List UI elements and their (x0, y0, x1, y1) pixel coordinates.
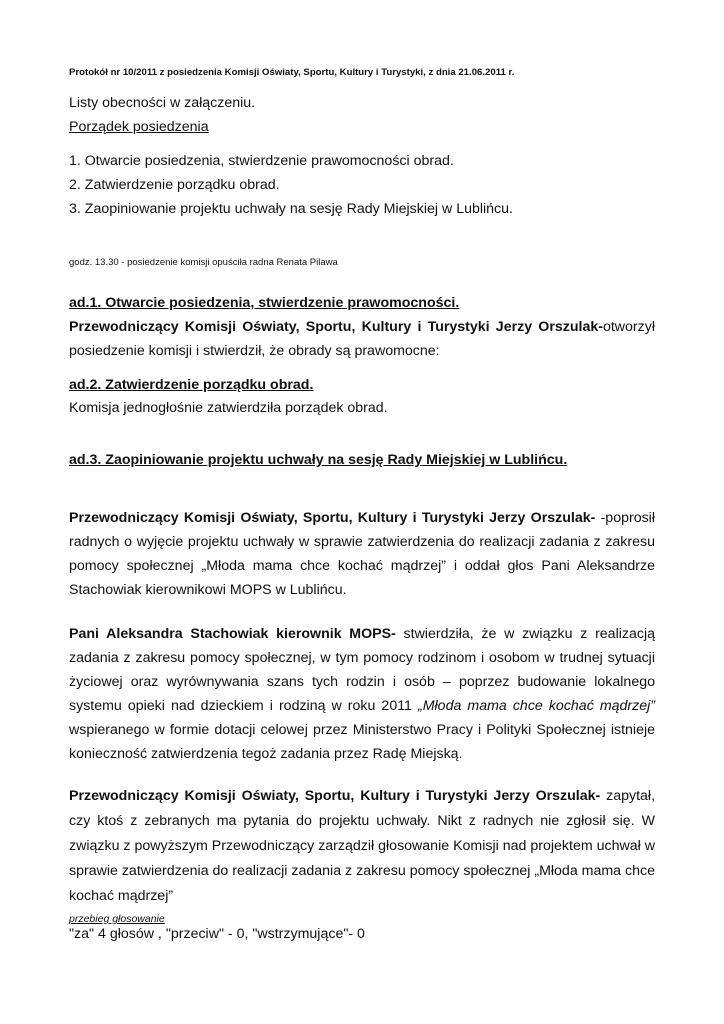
speaker: Przewodniczący Komisji Oświaty, Sportu, Kultury i Turystyki Jerzy Orszulak- (69, 510, 601, 526)
attendance-note: Listy obecności w załączeniu. (69, 95, 256, 111)
speaker: Pani Aleksandra Stachowiak kierownik MOPS- (69, 626, 396, 642)
paragraph-text: stwierdziła, że w związku z realizacją zadania z zakresu pomocy społecznej, w tym pomocy rodzinom i osobom w trudnej sytuacji życiowej oraz wyrównywania szans tych rodzin i osób – poprzez budowanie lokalnego systemu opieki nad dzieckiem i rodziną w roku 2011 (69, 626, 655, 714)
agenda-title: Porządek posiedzenia (69, 119, 209, 135)
agenda-item: 2. Zatwierdzenie porządku obrad. (69, 177, 280, 193)
agenda-list (69, 149, 655, 221)
vote-title: przebieg głosowanie (69, 913, 165, 925)
paragraph-chairman-request (69, 506, 655, 602)
ad1-heading: ad.1. Otwarcie posiedzenia, stwierdzenie prawomocności. (69, 295, 460, 311)
document-header: Protokół nr 10/2011 z posiedzenia Komisji Oświaty, Sportu, Kultury i Turystyki, z dnia 21.06.2011 r. (69, 67, 515, 78)
paragraph-chairman-vote (69, 784, 655, 909)
ad2-paragraph: Komisja jednogłośnie zatwierdziła porządek obrad. (69, 400, 388, 416)
vote-result: "za" 4 głosów , "przeciw" - 0, "wstrzymujące"- 0 (69, 926, 365, 942)
ad1-paragraph (69, 315, 655, 363)
speaker: Przewodniczący Komisji Oświaty, Sportu, Kultury i Turystyki Jerzy Orszulak- (69, 319, 603, 335)
agenda-item: 1. Otwarcie posiedzenia, stwierdzenie prawomocności obrad. (69, 153, 454, 169)
paragraph-text: otworzył posiedzenie komisji i stwierdził, że obrady są prawomocne: (69, 319, 655, 359)
speaker: Przewodniczący Komisji Oświaty, Sportu, Kultury i Turystyki Jerzy Orszulak- (69, 788, 601, 804)
project-title: „Młoda mama chce kochać mądrzej” (417, 698, 656, 714)
paragraph-text: -poprosił radnych o wyjęcie projektu uchwały w sprawie zatwierdzenia do realizacji zadania z zakresu pomocy społecznej „Młoda mama chce kochać mądrzej” i oddał głos Pani Aleksandrze Stachowiak kierownikowi MOPS w Lublińcu. (69, 510, 655, 598)
paragraph-text: wspieranego w formie dotacji celowej przez Ministerstwo Pracy i Polityki Społecznej istnieje konieczność zatwierdzenia tegoż zadania przez Radę Miejską. (69, 722, 655, 762)
ad3-heading: ad.3. Zaopiniowanie projektu uchwały na sesję Rady Miejskiej w Lublińcu. (69, 452, 568, 468)
time-note: godz. 13.30 - posiedzenie komisji opuściła radna Renata Pilawa (69, 257, 338, 268)
ad2-heading: ad.2. Zatwierdzenie porządku obrad. (69, 377, 314, 393)
agenda-item: 3. Zaopiniowanie projektu uchwały na sesję Rady Miejskiej w Lublińcu. (69, 201, 513, 217)
paragraph-stachowiak (69, 622, 655, 766)
paragraph-text: zapytał, czy ktoś z zebranych ma pytania do projektu uchwały. Nikt z radnych nie zgłosił się. W związku z powyższym Przewodniczący zarządził głosowanie Komisji nad projektem uchwał w sprawie zatwierdzenia do realizacji zadania z zakresu pomocy społecznej „Młoda mama chce kochać mądrzej” (69, 788, 656, 904)
